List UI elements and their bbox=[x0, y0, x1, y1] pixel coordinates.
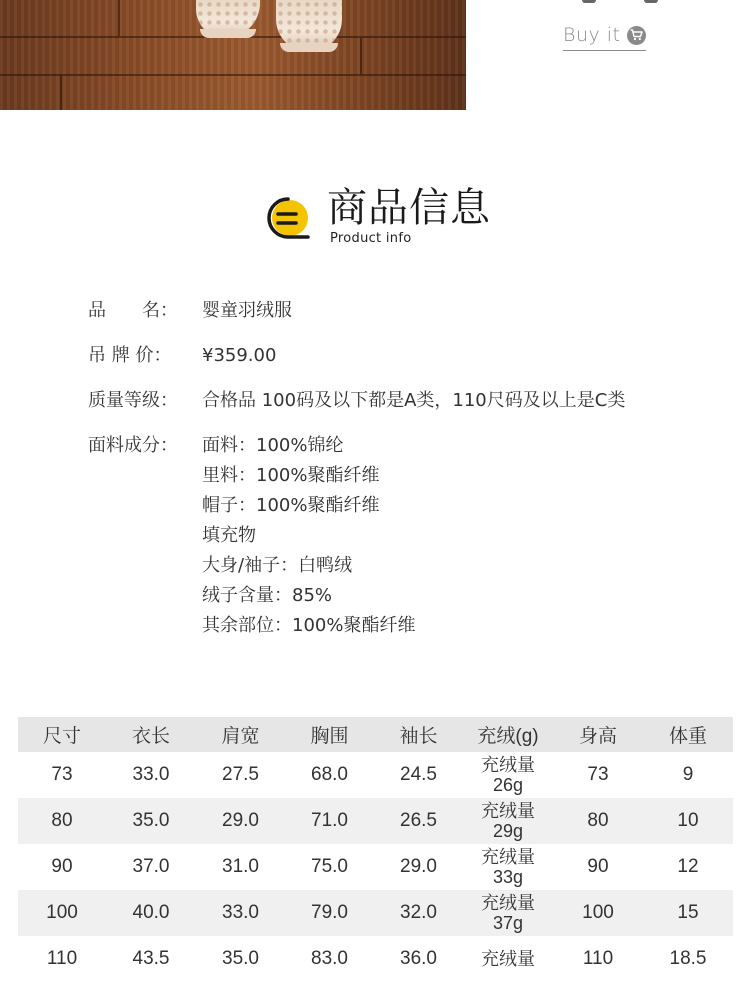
fill-label: 充绒量 bbox=[481, 755, 535, 775]
fill-value: 26g bbox=[492, 775, 524, 795]
table-cell: 18.5 bbox=[669, 948, 707, 969]
fill-label: 充绒量 bbox=[481, 847, 535, 867]
fill-value: 33g bbox=[492, 867, 524, 887]
table-row bbox=[18, 890, 733, 936]
table-cell: 73 bbox=[51, 764, 73, 785]
table-row bbox=[18, 752, 733, 798]
info-row-name bbox=[88, 296, 688, 326]
table-cell: 83.0 bbox=[311, 948, 348, 969]
info-label: 质量等级： bbox=[88, 390, 178, 411]
column-header: 尺寸 bbox=[42, 726, 81, 747]
table-cell: 80 bbox=[51, 810, 73, 831]
table-cell-fill bbox=[463, 890, 553, 936]
info-label: 吊 牌 价： bbox=[88, 345, 172, 366]
product-photo bbox=[0, 0, 466, 110]
list-icon bbox=[264, 196, 314, 242]
table-row bbox=[18, 798, 733, 844]
table-cell: 32.0 bbox=[400, 902, 437, 923]
table-cell: 9 bbox=[682, 764, 694, 785]
column-header: 胸围 bbox=[310, 726, 349, 747]
table-cell: 15 bbox=[677, 902, 699, 923]
fill-value: 37g bbox=[492, 913, 524, 933]
table-cell: 29.0 bbox=[400, 856, 437, 877]
table-cell: 68.0 bbox=[311, 764, 348, 785]
table-cell: 35.0 bbox=[222, 948, 259, 969]
table-cell-fill bbox=[463, 798, 553, 844]
table-cell: 110 bbox=[46, 948, 78, 969]
table-header-row bbox=[18, 717, 733, 752]
table-cell: 36.0 bbox=[400, 948, 437, 969]
section-title: 商品信息 bbox=[327, 185, 491, 231]
info-value: 面料：100%锦纶 bbox=[202, 435, 344, 456]
table-cell: 71.0 bbox=[311, 810, 348, 831]
table-cell: 27.5 bbox=[222, 764, 259, 785]
table-cell: 10 bbox=[677, 810, 699, 831]
info-value: 大身/袖子：白鸭绒 bbox=[202, 555, 353, 576]
info-value: 其余部位：100%聚酯纤维 bbox=[202, 615, 416, 636]
table-cell: 37.0 bbox=[132, 856, 170, 877]
table-cell: 40.0 bbox=[132, 902, 170, 923]
table-cell-fill bbox=[463, 752, 553, 798]
table-row bbox=[18, 936, 733, 982]
info-row-grade bbox=[88, 386, 688, 416]
fill-value: 29g bbox=[492, 821, 524, 841]
column-header: 身高 bbox=[578, 726, 617, 747]
table-cell-fill bbox=[463, 936, 553, 982]
table-cell: 31.0 bbox=[222, 856, 259, 877]
shoe-left bbox=[196, 0, 260, 38]
info-label: 品 名： bbox=[88, 300, 178, 321]
info-value: 帽子：100%聚酯纤维 bbox=[202, 495, 380, 516]
buy-it-link[interactable] bbox=[563, 22, 646, 51]
table-row bbox=[18, 844, 733, 890]
table-cell: 90 bbox=[51, 856, 73, 877]
table-cell: 100 bbox=[46, 902, 78, 923]
info-row-fabric bbox=[88, 431, 688, 641]
column-header: 衣长 bbox=[131, 726, 170, 747]
section-subtitle: Product info bbox=[330, 231, 412, 246]
info-label: 面料成分： bbox=[88, 435, 178, 456]
table-cell: 43.5 bbox=[132, 948, 170, 969]
table-cell: 75.0 bbox=[311, 856, 348, 877]
photo-fragment bbox=[582, 0, 596, 3]
table-cell: 29.0 bbox=[222, 810, 259, 831]
info-value: 婴童羽绒服 bbox=[202, 300, 292, 321]
fill-label: 充绒量 bbox=[481, 893, 535, 913]
table-cell: 12 bbox=[677, 856, 699, 877]
info-value: 填充物 bbox=[202, 525, 256, 546]
table-cell: 79.0 bbox=[311, 902, 348, 923]
shoe-right bbox=[276, 0, 342, 52]
column-header: 充绒(g) bbox=[477, 726, 539, 747]
column-header: 肩宽 bbox=[221, 726, 260, 747]
table-cell: 110 bbox=[582, 948, 614, 969]
size-table bbox=[18, 717, 733, 982]
table-cell: 35.0 bbox=[132, 810, 170, 831]
table-cell: 33.0 bbox=[132, 764, 170, 785]
table-cell: 80 bbox=[587, 810, 609, 831]
table-cell: 73 bbox=[587, 764, 609, 785]
buy-it-label: Buy it bbox=[563, 24, 621, 46]
table-cell: 26.5 bbox=[400, 810, 437, 831]
info-value: 绒子含量：85% bbox=[202, 585, 333, 606]
cart-icon bbox=[627, 26, 646, 45]
fill-label: 充绒量 bbox=[481, 949, 535, 969]
info-value: 合格品 100码及以下都是A类，110尺码及以上是C类 bbox=[202, 390, 626, 411]
column-header: 体重 bbox=[668, 726, 707, 747]
info-value: 里料：100%聚酯纤维 bbox=[202, 465, 380, 486]
table-cell: 90 bbox=[587, 856, 609, 877]
info-value: ¥359.00 bbox=[202, 345, 277, 366]
table-cell: 100 bbox=[582, 902, 614, 923]
fill-label: 充绒量 bbox=[481, 801, 535, 821]
product-info-list bbox=[88, 296, 688, 656]
table-cell: 24.5 bbox=[400, 764, 437, 785]
table-cell: 33.0 bbox=[222, 902, 259, 923]
photo-fragment bbox=[644, 0, 658, 3]
column-header: 袖长 bbox=[399, 726, 438, 747]
info-row-price bbox=[88, 341, 688, 371]
table-cell-fill bbox=[463, 844, 553, 890]
